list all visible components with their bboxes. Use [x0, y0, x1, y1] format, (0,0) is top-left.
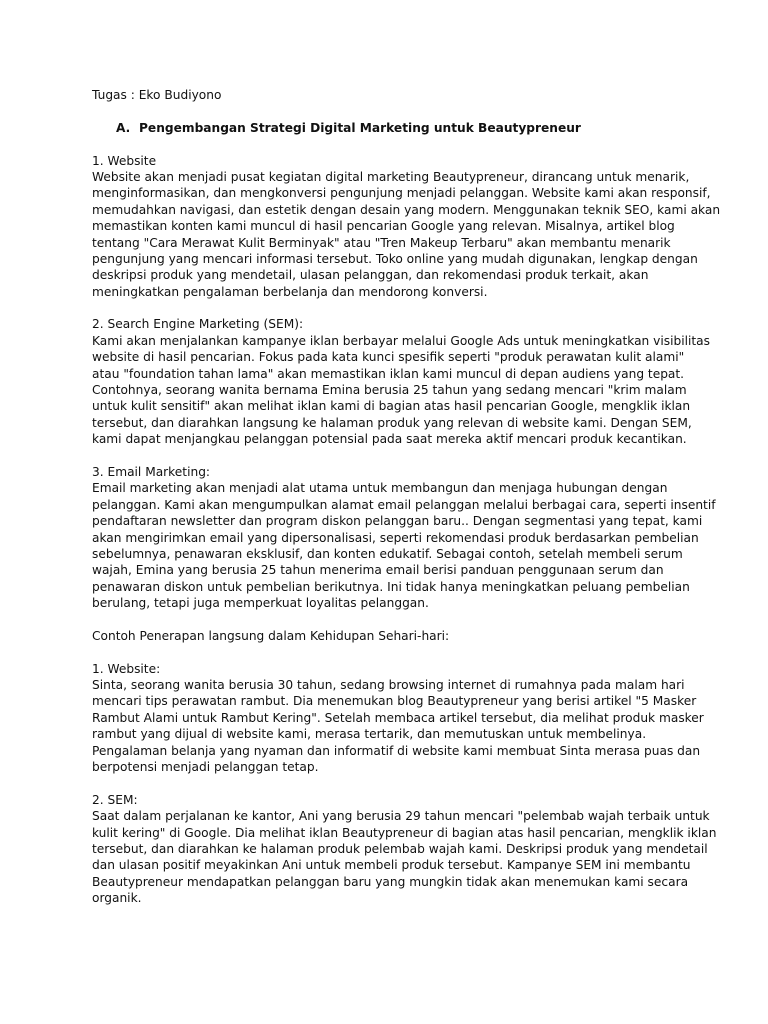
- paragraph-line: Website akan menjadi pusat kegiatan digital marketing Beautypreneur, dirancang untuk menarik,: [92, 169, 690, 184]
- document-body: [92, 87, 721, 907]
- example-heading: 1. Website:: [92, 661, 161, 676]
- example-line: kulit kering" di Google. Dia melihat iklan Beautypreneur di bagian atas hasil pencarian, mengklik iklan: [92, 825, 717, 840]
- example-line: rambut yang dijual di website kami, merasa tertarik, dan memutuskan untuk membelinya.: [92, 727, 647, 742]
- paragraph-line: meningkatkan pengalaman berbelanja dan mendorong konversi.: [92, 284, 488, 299]
- section-marker: A.: [116, 120, 131, 135]
- section-title: Pengembangan Strategi Digital Marketing untuk Beautypreneur: [139, 120, 581, 135]
- paragraph-line: pendaftaran newsletter dan program diskon pelanggan baru.. Dengan segmentasi yang tepat, kami: [92, 514, 703, 529]
- paragraph-line: menginformasikan, dan mengkonversi pengunjung menjadi pelanggan. Website kami akan responsif,: [92, 186, 711, 201]
- example-line: Sinta, seorang wanita berusia 30 tahun, sedang browsing internet di rumahnya pada malam hari: [92, 678, 685, 693]
- example-website: [92, 661, 704, 776]
- paragraph-line: berulang, tetapi juga memperkuat loyalitas pelanggan.: [92, 596, 429, 611]
- paragraph-line: kami dapat menjangkau pelanggan potensial pada saat mereka aktif mencari produk kecantikan.: [92, 432, 687, 447]
- example-line: Saat dalam perjalanan ke kantor, Ani yang berusia 29 tahun mencari "pelembab wajah terbaik untuk: [92, 809, 710, 824]
- paragraph-heading: 1. Website: [92, 153, 157, 168]
- paragraph-heading: 2. Search Engine Marketing (SEM):: [92, 317, 304, 332]
- example-line: organik.: [92, 891, 142, 906]
- paragraph-line: atau "foundation tahan lama" akan memastikan iklan kami muncul di depan audiens yang tepat.: [92, 366, 685, 381]
- paragraph-line: akan mengirimkan email yang dipersonalisasi, seperti rekomendasi produk berdasarkan pembelian: [92, 530, 699, 545]
- paragraph-line: Contohnya, seorang wanita bernama Emina berusia 25 tahun yang sedang mencari "krim malam: [92, 383, 687, 398]
- spacer: [92, 644, 682, 660]
- paragraph-heading: 3. Email Marketing:: [92, 464, 211, 479]
- paragraph-line: pelanggan. Kami akan mengumpulkan alamat email pelanggan melalui berbagai cara, seperti insentif: [92, 497, 716, 512]
- spacer: [92, 775, 682, 791]
- example-heading: 2. SEM:: [92, 792, 138, 807]
- paragraph-line: website di hasil pencarian. Fokus pada kata kunci spesifik seperti "produk perawatan kulit alami": [92, 350, 685, 365]
- paragraph-email-marketing: [92, 464, 716, 612]
- spacer: [92, 103, 682, 119]
- section-heading: [92, 120, 682, 136]
- paragraph-line: memastikan konten kami muncul di hasil pencarian Google yang relevan. Misalnya, artikel blog: [92, 219, 675, 234]
- author-line: Tugas : Eko Budiyono: [92, 88, 222, 102]
- paragraph-line: memudahkan navigasi, dan estetik dengan desain yang modern. Menggunakan teknik SEO, kami akan: [92, 202, 721, 217]
- examples-title: Contoh Penerapan langsung dalam Kehidupan Sehari-hari:: [92, 628, 450, 643]
- paragraph-line: Email marketing akan menjadi alat utama untuk membangun dan menjaga hubungan dengan: [92, 481, 668, 496]
- example-line: berpotensi menjadi pelanggan tetap.: [92, 760, 319, 775]
- paragraph-line: untuk kulit sensitif" akan melihat iklan kami di bagian atas hasil pencarian Google, mengklik iklan: [92, 399, 691, 414]
- spacer: [92, 136, 682, 152]
- paragraph-line: penawaran diskon untuk pembelian berikutnya. Ini tidak hanya meningkatkan peluang pembelian: [92, 579, 690, 594]
- example-line: dan ulasan positif meyakinkan Ani untuk membeli produk tersebut. Kampanye SEM ini membantu: [92, 858, 691, 873]
- example-line: Rambut Alami untuk Rambut Kering". Setelah membaca artikel tersebut, dia melihat produk masker: [92, 710, 704, 725]
- example-line: mencari tips perawatan rambut. Dia menemukan blog Beautypreneur yang berisi artikel "5 Masker: [92, 694, 697, 709]
- example-line: tersebut, dan diarahkan ke halaman produk pelembab wajah kami. Deskripsi produk yang mendetail: [92, 841, 708, 856]
- paragraph-line: tentang "Cara Merawat Kulit Berminyak" atau "Tren Makeup Terbaru" akan membantu menarik: [92, 235, 671, 250]
- example-sem: [92, 792, 717, 907]
- example-line: Pengalaman belanja yang nyaman dan informatif di website kami membuat Sinta merasa puas dan: [92, 743, 701, 758]
- example-line: Beautypreneur mendapatkan pelanggan baru yang mungkin tidak akan menemukan kami secara: [92, 874, 689, 889]
- paragraph-line: wajah, Emina yang berusia 25 tahun menerima email berisi panduan penggunaan serum dan: [92, 563, 664, 578]
- paragraph-line: deskripsi produk yang mendetail, ulasan pelanggan, dan rekomendasi produk terkait, akan: [92, 268, 649, 283]
- paragraph-line: tersebut, dan diarahkan langsung ke halaman produk yang relevan di website kami. Dengan SEM,: [92, 415, 692, 430]
- paragraph-line: Kami akan menjalankan kampanye iklan berbayar melalui Google Ads untuk meningkatkan visibilitas: [92, 333, 710, 348]
- spacer: [92, 300, 682, 316]
- paragraph-website: [92, 153, 721, 301]
- paragraph-line: sebelumnya, penawaran eksklusif, dan konten edukatif. Sebagai contoh, setelah membeli serum: [92, 546, 683, 561]
- paragraph-line: pengunjung yang mencari informasi tersebut. Toko online yang mudah digunakan, lengkap dengan: [92, 251, 698, 266]
- paragraph-sem: [92, 316, 710, 447]
- spacer: [92, 448, 682, 464]
- spacer: [92, 612, 682, 628]
